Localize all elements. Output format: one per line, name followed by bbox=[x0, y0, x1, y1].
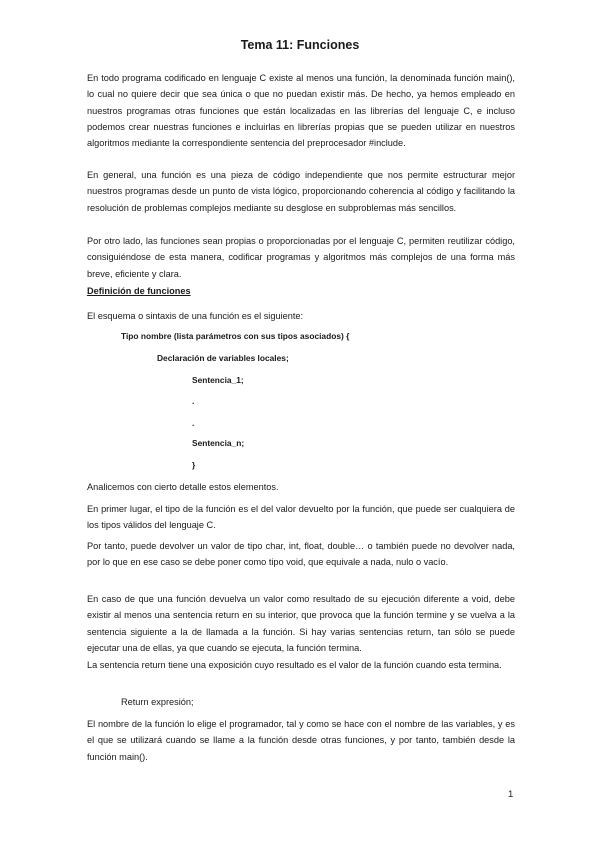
definition-paragraph: En general, una función es una pieza de código independiente que nos permite estructurar mejor nuestros programas desde un punto de vista lógico, proporcionando coherencia al código y facilitando la resolución de problemas complejos mediante su desglose en subproblemas más sencillos. bbox=[87, 170, 515, 213]
syntax-ellipsis-dot: . bbox=[192, 396, 195, 406]
return-expression: Return expresión; bbox=[121, 697, 194, 707]
syntax-ellipsis-dot: . bbox=[192, 418, 195, 428]
page-number: 1 bbox=[508, 789, 514, 800]
syntax-intro: El esquema o sintaxis de una función es el siguiente: bbox=[87, 311, 304, 321]
return-paragraph: En caso de que una función devuelva un valor como resultado de su ejecución diferente a void, debe existir al menos una sentencia return en su interior, que provoca que la función termine y se vuelva a la sentencia siguiente a la de llamada a la función. Si hay varias sentencias return, tan sólo se puede ejecutar una de ellas, ya que cuando se ejecuta, la función termina. bbox=[87, 594, 515, 653]
page-title: Tema 11: Funciones bbox=[240, 38, 360, 52]
analysis-paragraph: Analicemos con cierto detalle estos elementos. bbox=[87, 482, 279, 492]
syntax-line-sentence-1: Sentencia_1; bbox=[192, 375, 244, 385]
reuse-paragraph: Por otro lado, las funciones sean propias o proporcionadas por el lenguaje C, permiten reutilizar código, consiguiéndose de esta manera, codificar programas y algoritmos más complejos de una forma más breve, eficiente y clara. bbox=[87, 236, 515, 279]
section-heading: Definición de funciones bbox=[87, 286, 191, 296]
syntax-line-declarations: Declaración de variables locales; bbox=[157, 353, 289, 363]
type-paragraph: En primer lugar, el tipo de la función es el del valor devuelto por la función, que puede ser cualquiera de los tipos válidos del lenguaje C. bbox=[87, 504, 515, 531]
syntax-line-signature: Tipo nombre (lista parámetros con sus tipos asociados) { bbox=[121, 331, 350, 341]
name-paragraph: El nombre de la función lo elige el programador, tal y como se hace con el nombre de las variables, y es el que se utilizará cuando se llame a la función desde otras funciones, y por tanto, también desde la función main(). bbox=[87, 719, 515, 762]
void-paragraph: Por tanto, puede devolver un valor de tipo char, int, float, double… o también puede no devolver nada, por lo que en ese caso se debe poner como tipo void, que equivale a nada, nulo o vacío. bbox=[87, 541, 515, 568]
syntax-closing-brace: } bbox=[192, 460, 196, 470]
syntax-line-sentence-n: Sentencia_n; bbox=[192, 438, 245, 448]
intro-paragraph: En todo programa codificado en lenguaje C existe al menos una función, la denominada función main(), lo cual no quiere decir que sea única o que no puedan existir más. De hecho, ya hemos empleado en nuestros programas otras funciones que están localizadas en las librerías del lenguaje C, e incluso podemos crear nuestras funciones e incluirlas en librerías propias que se pueden utilizar en nuestros algoritmos mediante la correspondiente sentencia del preprocesador #include. bbox=[87, 73, 515, 149]
return-value-paragraph: La sentencia return tiene una exposición cuyo resultado es el valor de la función cuando esta termina. bbox=[87, 660, 502, 670]
